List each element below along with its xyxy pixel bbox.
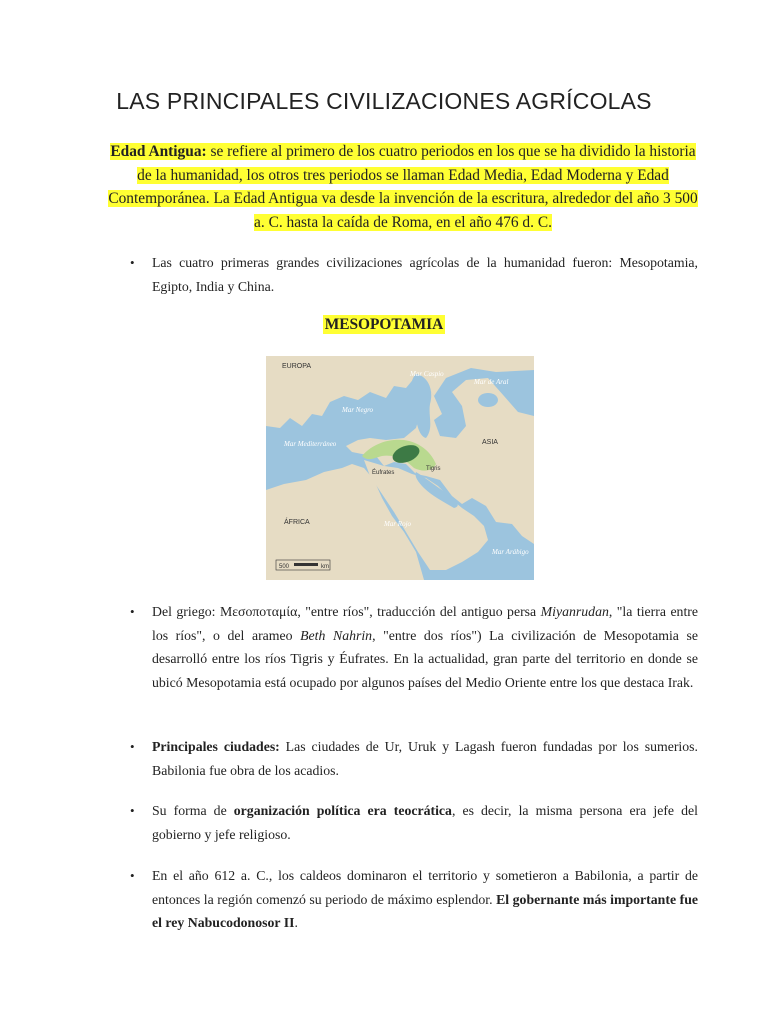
etymology-text-3: , "entre dos ríos") La civilización de Mesopotamia se desarrolló entre los ríos Tigris y Éufrates. En la actualidad, gran parte del territorio en donde se ubicó Mesopotamia está ocupado por algunos países del Medio Oriente entre los que destaca Irak. [152, 627, 698, 690]
etymology-term-persian: Miyanrudan [540, 604, 609, 619]
map-aral-sea [478, 393, 498, 407]
chaldeans-text-1: En el año 612 a. C., los caldeos dominaron el territorio y sometieron a Babilonia, a partir de entonces la región comenzó su periodo de máximo esplendor. [152, 868, 698, 907]
bullet-dot-icon: • [130, 803, 135, 818]
politics-text-2: , es decir, la misma persona era jefe del gobierno y jefe religioso. [152, 803, 698, 842]
map-label-aral: Mar de Aral [474, 378, 509, 386]
chaldeans-bold: El gobernante más importante fue el rey Nabucodonosor II [152, 891, 698, 931]
mesopotamia-map [266, 356, 534, 580]
cities-label: Principales ciudades: [152, 739, 280, 754]
map-label-europa: EUROPA [282, 363, 312, 370]
etymology-text-2: , "la tierra entre los ríos", o del arameo [152, 604, 699, 643]
map-label-mar-negro: Mar Negro [342, 406, 374, 414]
map-label-mar-rojo: Mar Rojo [384, 520, 412, 528]
bullet-dot-icon: • [130, 739, 135, 754]
map-scale-line [294, 563, 318, 566]
etymology-text-1: Del griego: Μεσοποταμία, "entre ríos", traducción del antiguo persa [152, 604, 541, 619]
bullet-etymology [130, 600, 699, 694]
bullet-politics [130, 799, 698, 846]
intro-paragraph [108, 140, 698, 234]
politics-bold: organización política era teocrática [233, 803, 452, 818]
map-label-tigris: Tigris [426, 466, 441, 472]
bullet-dot-icon: • [130, 604, 135, 619]
map-label-eufrates: Éufrates [372, 470, 395, 476]
section-heading [0, 316, 768, 334]
page-title: LAS PRINCIPALES CIVILIZACIONES AGRÍCOLAS [116, 88, 652, 114]
bullet-chaldeans [130, 864, 698, 935]
intro-highlight [108, 143, 697, 231]
chaldeans-text-2: . [294, 915, 298, 931]
bullet-civilizations-text: Las cuatro primeras grandes civilizaciones agrícolas de la humanidad fueron: Mesopotamia, Egipto, India y China. [152, 255, 698, 294]
bullet-dot-icon: • [130, 255, 135, 270]
map-scale-unit: km [321, 564, 329, 570]
bullet-cities [130, 735, 698, 782]
bullet-dot-icon: • [130, 868, 135, 883]
map-label-mediterraneo: Mar Mediterráneo [284, 440, 337, 448]
politics-text-1: Su forma de [152, 803, 234, 818]
cities-text: Las ciudades de Ur, Uruk y Lagash fueron fundadas por los sumerios. Babilonia fue obra de los acadios. [152, 739, 698, 778]
map-label-africa: ÁFRICA [284, 519, 310, 526]
section-heading-text: MESOPOTAMIA [324, 316, 444, 333]
etymology-term-aramaic: Beth Nahrin [300, 627, 373, 643]
map-label-asia: ASIA [482, 439, 498, 446]
bullet-civilizations [130, 251, 698, 298]
intro-text: se refiere al primero de los cuatro periodos en los que se ha dividido la historia de la humanidad, los otros tres periodos se llaman Edad Media, Edad Moderna y Edad Contemporánea. La Edad Antigua va desde la invención de la escritura, alrededor del año 3 500 a. C. hasta la caída de Roma, en el año 476 d. C. [108, 143, 698, 231]
map-label-arabigo: Mar Arábigo [492, 548, 529, 556]
map-scale-value: 500 [279, 564, 290, 570]
map-label-caspio: Mar Caspio [410, 370, 444, 378]
intro-label: Edad Antigua: [110, 143, 207, 160]
